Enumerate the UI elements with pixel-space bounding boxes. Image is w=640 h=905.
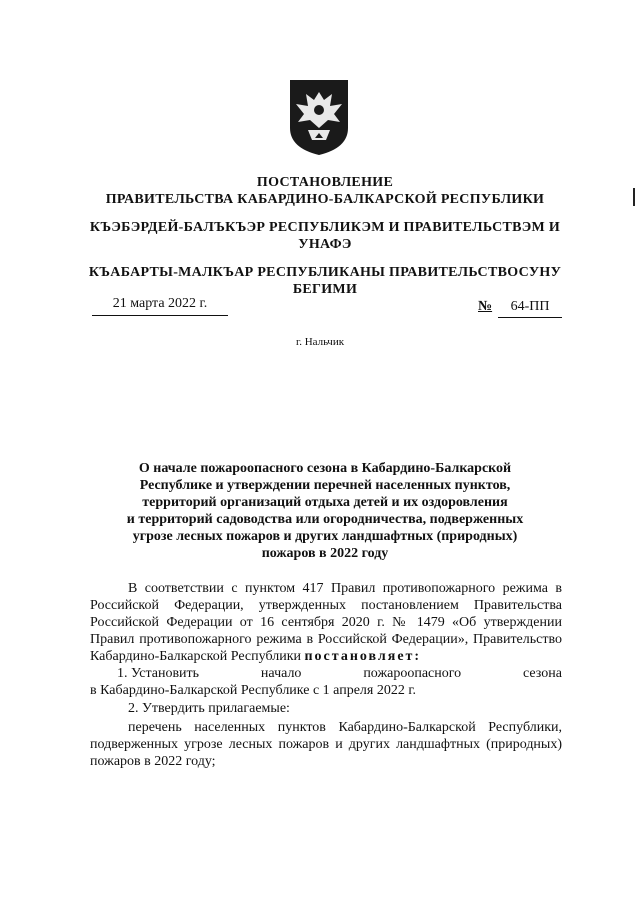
paragraph-item-2: 2. Утвердить прилагаемые: [128, 701, 290, 716]
title-line: и территорий садоводства или огородничества, подверженных [126, 512, 524, 527]
item-1-word: пожароопасного [363, 666, 462, 681]
header-line: КЪАБАРТЫ-МАЛКЪАР РЕСПУБЛИКАНЫ ПРАВИТЕЛЬСТВОСУНУ [88, 265, 562, 280]
paragraph-preamble [90, 580, 562, 665]
coat-of-arms-emblem [288, 78, 350, 156]
item-1-word: 1. Установить [117, 666, 200, 681]
document-number [478, 299, 562, 318]
header-line: КЪЭБЭРДЕЙ-БАЛЪКЪЭР РЕСПУБЛИКЭМ И ПРАВИТЕЛЬСТВЭМ И [89, 220, 561, 235]
preamble-text: В соответствии с пунктом 417 Правил противопожарного режима в Российской Федерации, утвержденных постановлением Правительства Российской Федерации от 16 сентября 2020 г. № 1479 «Об утверждении Правил противопожарного режима в Российской Федерации», Правительство Кабардино-Балкарской Республики [90, 581, 562, 664]
city-label: г. Нальчик [295, 336, 345, 348]
header-block-kab [70, 219, 580, 253]
header-line: УНАФЭ [298, 237, 352, 252]
header-line: ПОСТАНОВЛЕНИЕ [256, 175, 394, 190]
header-line: ПРАВИТЕЛЬСТВА КАБАРДИНО-БАЛКАРСКОЙ РЕСПУБЛИКИ [105, 192, 545, 207]
title-line: Республике и утверждении перечней населенных пунктов, [139, 478, 511, 493]
paragraph-item-1 [90, 665, 562, 699]
item-1-first-line [90, 665, 562, 682]
header-line: БЕГИМИ [292, 282, 358, 297]
document-date: 21 марта 2022 г. [92, 296, 228, 316]
paragraph-item-2a: перечень населенных пунктов Кабардино-Балкарской Республики, подверженных угрозе лесных пожаров и других ландшафтных (природных) пожаров в 2022 году; [90, 720, 562, 769]
title-line: пожаров в 2022 году [261, 546, 389, 561]
header-block-bal [70, 264, 580, 298]
title-line: территорий организаций отдыха детей и их оздоровления [142, 495, 508, 510]
item-1-word: сезона [523, 666, 562, 681]
margin-mark [633, 188, 635, 206]
title-line: О начале пожароопасного сезона в Кабардино-Балкарской [138, 461, 512, 476]
item-1-continuation: в Кабардино-Балкарской Республике с 1 апреля 2022 г. [90, 683, 417, 698]
item-1-word: начало [260, 666, 302, 681]
number-value: 64-ПП [498, 299, 562, 318]
number-sign: № [478, 299, 493, 314]
resolves-word: постановляет: [304, 649, 422, 664]
title-line: угрозе лесных пожаров и других ландшафтных (природных) [132, 529, 518, 544]
document-title [70, 460, 580, 562]
header-block-ru [70, 174, 580, 208]
